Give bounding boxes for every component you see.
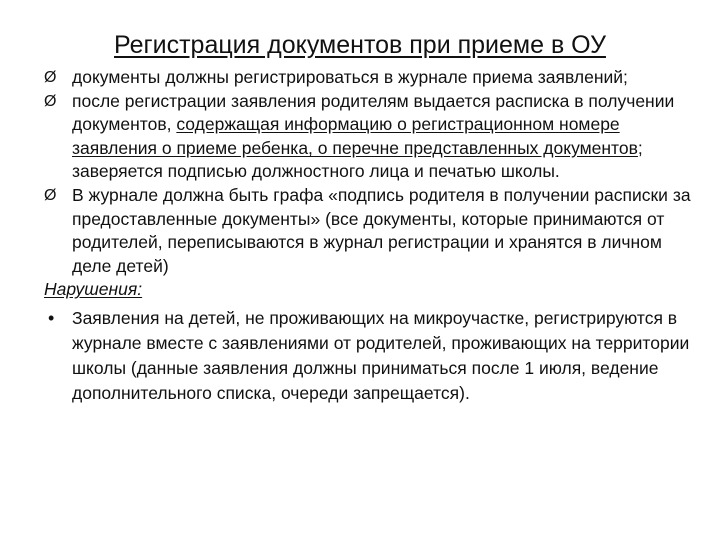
list-item xyxy=(44,66,704,90)
arrow-bullet-icon: Ø xyxy=(44,92,57,110)
slide-title: Регистрация документов при приеме в ОУ xyxy=(114,31,606,59)
violation-item xyxy=(44,306,704,406)
dot-bullet-icon: • xyxy=(48,307,55,328)
item-text: документы должны регистрироваться в журнале приема заявлений; xyxy=(72,67,628,87)
item-text: В журнале должна быть графа «подпись родителя в получении расписки за предоставленные документы» (все документы, которые принимаются от родителей, переписываются в журнал регистрации и хранятся в личном деле детей) xyxy=(72,184,691,276)
item-text-before: после регистрации заявления родителям выдается расписка в получении документов, xyxy=(72,90,675,135)
arrow-bullet-icon: Ø xyxy=(44,186,57,204)
list-item xyxy=(44,90,704,184)
item-text-underlined: содержащая информацию о регистрационном номере заявления о приеме ребенка, о перечне представленных документов xyxy=(72,114,638,158)
item-text-after: ; заверяется подписью должностного лица и печатью школы. xyxy=(72,137,643,182)
slide-content xyxy=(44,66,704,406)
list-item xyxy=(44,184,704,278)
violations-heading: Нарушения: xyxy=(44,279,143,300)
arrow-bullet-icon: Ø xyxy=(44,69,57,86)
violation-text: Заявления на детей, не проживающих на микроучастке, регистрируются в журнале вместе с заявлениями от родителей, проживающих на территории школы (данные заявления должны приниматься после 1 июля, ведение дополнительного списка, очереди запрещается). xyxy=(72,307,690,403)
